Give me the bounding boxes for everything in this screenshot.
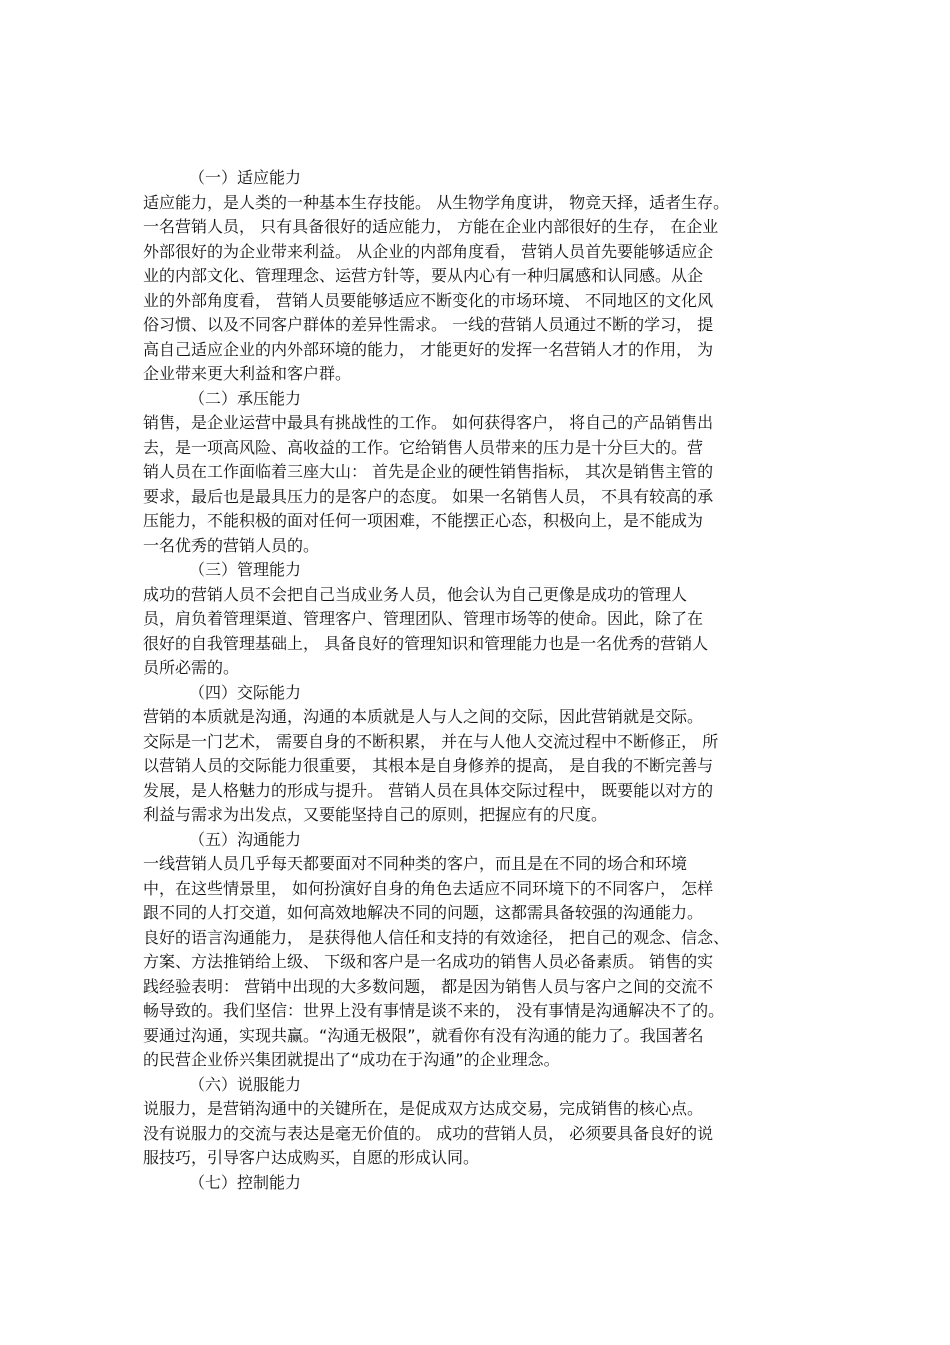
paragraph-line: 服技巧，引导客户达成购买，自愿的形成认同。 [143,1148,480,1167]
paragraph-line: 践经验表明： 营销中出现的大多数问题， 都是因为销售人员与客户之间的交流不 [143,976,714,996]
section-heading: （七）控制能力 [189,1172,302,1192]
paragraph-line: 的民营企业侨兴集团就提出了“成功在于沟通”的企业理念。 [143,1050,560,1069]
paragraph-line: 交际是一门艺术， 需要自身的不断积累， 并在与人他人交流过程中不断修正， 所 [143,731,719,751]
paragraph-line: 业的内部文化、管理理念、运营方针等，要从内心有一种归属感和认同感。从企 [143,266,704,285]
paragraph-line: 要求，最后也是最具压力的是客户的态度。 如果一名销售人员， 不具有较高的承 [143,486,714,506]
section-heading: （六）说服能力 [189,1074,302,1094]
paragraph-line: 高自己适应企业的内外部环境的能力， 才能更好的发挥一名营销人才的作用， 为 [143,339,714,359]
paragraph-line: 营销的本质就是沟通，沟通的本质就是人与人之间的交际，因此营销就是交际。 [143,707,704,726]
paragraph-line: 成功的营销人员不会把自己当成业务人员，他会认为自己更像是成功的管理人 [143,584,688,604]
paragraph-line: 畅导致的。我们坚信：世界上没有事情是谈不来的， 没有事情是沟通解决不了的。 [143,1001,725,1020]
paragraph-line: 说服力，是营销沟通中的关键所在，是促成双方达成交易，完成销售的核心点。 [143,1099,704,1118]
paragraph-line: 俗习惯、以及不同客户群体的差异性需求。 一线的营销人员通过不断的学习， 提 [143,315,714,334]
section-heading: （一）适应能力 [189,168,302,187]
paragraph-line: 一名营销人员， 只有具备很好的适应能力， 方能在企业内部很好的生存， 在企业 [143,217,719,236]
paragraph-line: 没有说服力的交流与表达是毫无价值的。 成功的营销人员， 必须要具备良好的说 [143,1123,714,1143]
paragraph-line: 员所必需的。 [143,658,240,677]
paragraph-line: 业的外部角度看， 营销人员要能够适应不断变化的市场环境、 不同地区的文化风 [143,290,714,310]
paragraph-line: 要通过沟通，实现共赢。“沟通无极限”，就看你有没有沟通的能力了。我国著名 [143,1025,704,1045]
paragraph-line: 员，肩负着管理渠道、管理客户、管理团队、管理市场等的使命。因此，除了在 [143,609,704,628]
paragraph-line: 一线营销人员几乎每天都要面对不同种类的客户，而且是在不同的场合和环境 [143,854,688,873]
section-heading: （五）沟通能力 [189,829,302,849]
paragraph-line: 利益与需求为出发点，又要能坚持自己的原则，把握应有的尺度。 [143,805,608,824]
section-heading: （四）交际能力 [189,682,302,702]
paragraph-line: 外部很好的为企业带来利益。 从企业的内部角度看， 营销人员首先要能够适应企 [143,241,714,261]
paragraph-line: 去，是一项高风险、高收益的工作。它给销售人员带来的压力是十分巨大的。营 [143,437,704,457]
paragraph-line: 企业带来更大利益和客户群。 [143,364,352,383]
paragraph-line: 方案、方法推销给上级、 下级和客户是一名成功的销售人员必备素质。 销售的实 [143,952,714,971]
paragraph-line: 很好的自我管理基础上， 具备良好的管理知识和管理能力也是一名优秀的营销人 [143,633,709,653]
paragraph-line: 销售，是企业运营中最具有挑战性的工作。 如何获得客户， 将自己的产品销售出 [143,413,714,432]
paragraph-line: 一名优秀的营销人员的。 [143,535,320,555]
document-body [143,166,809,1195]
paragraph-line: 良好的语言沟通能力， 是获得他人信任和支持的有效途径， 把自己的观念、信念、 [143,927,730,947]
paragraph-line: 销人员在工作面临着三座大山： 首先是企业的硬性销售指标， 其次是销售主管的 [143,462,714,481]
section-heading: （二）承压能力 [189,388,302,408]
paragraph-line: 以营销人员的交际能力很重要， 其根本是自身修养的提高， 是自我的不断完善与 [143,756,714,775]
paragraph-line: 压能力，不能积极的面对任何一项困难，不能摆正心态，积极向上，是不能成为 [143,511,704,530]
paragraph-line: 跟不同的人打交道，如何高效地解决不同的问题，这都需具备较强的沟通能力。 [143,903,704,922]
paragraph-line: 适应能力，是人类的一种基本生存技能。 从生物学角度讲， 物竞天择，适者生存。 [143,192,730,212]
paragraph-line: 发展，是人格魅力的形成与提升。 营销人员在具体交际过程中， 既要能以对方的 [143,780,714,800]
section-heading: （三）管理能力 [189,560,302,579]
paragraph-line: 中，在这些情景里， 如何扮演好自身的角色去适应不同环境下的不同客户， 怎样 [143,878,714,898]
